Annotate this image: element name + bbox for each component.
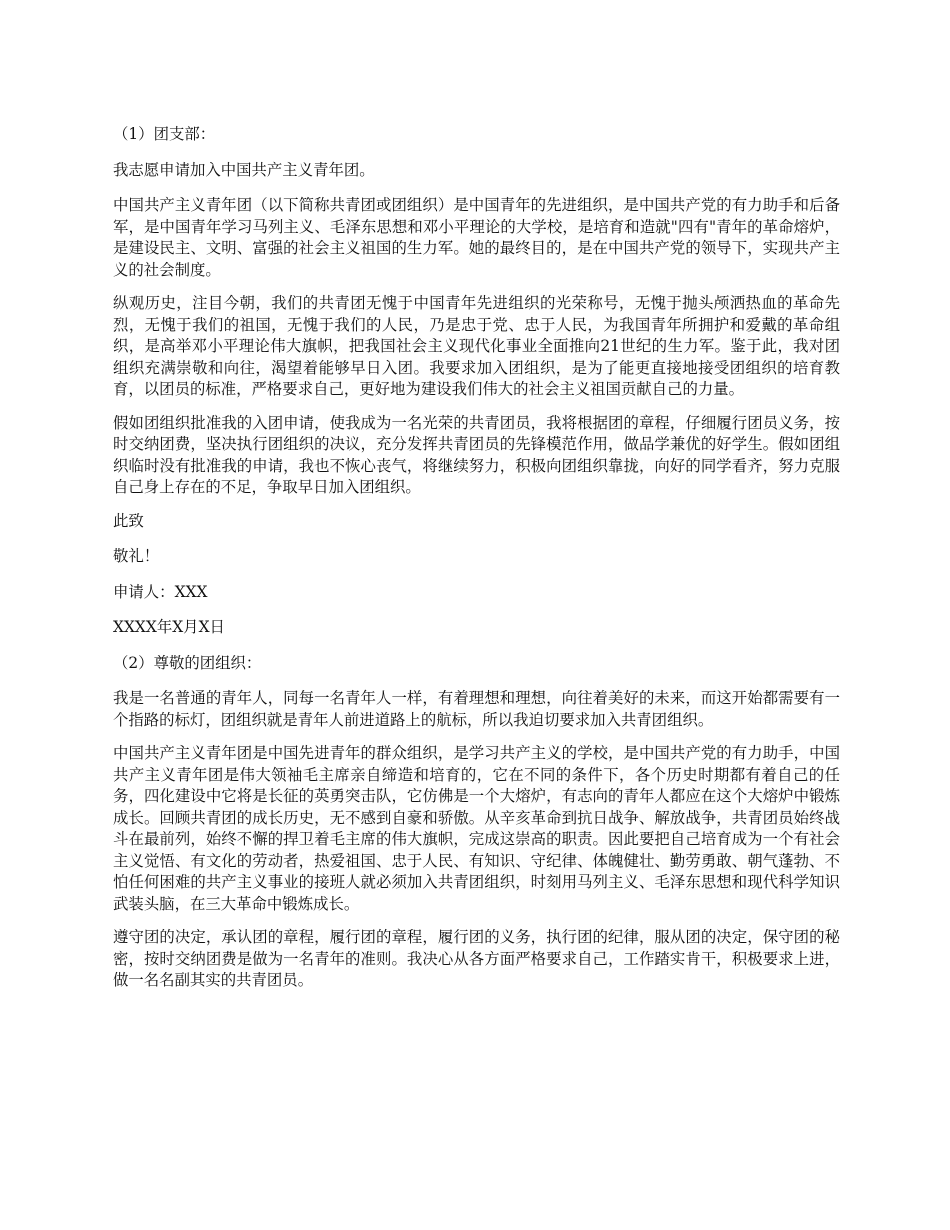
paragraph-league-intro: 中国共产主义青年团（以下简称共青团或团组织）是中国青年的先进组织，是中国共产党的有力助手和后备军，是中国青年学习马列主义、毛泽东思想和邓小平理论的大学校，是培育和造就"四有"青年的革命熔炉，是建设民主、文明、富强的社会主义祖国的生力军。她的最终目的，是在中国共产党的领导下，实现共产主义的社会制度。 [113,196,840,279]
date-line: XXXX年X月X日 [113,618,225,636]
application-statement: 我志愿申请加入中国共产主义青年团。 [113,160,375,179]
paragraph-personal-intro: 我是一名普通的青年人，同每一名青年人一样，有着理想和理想，向往着美好的未来，而这开始都需要有一个指路的标灯，团组织就是青年人前进道路上的航标，所以我迫切要求加入共青团组织。 [113,689,840,729]
document-body [113,124,840,1004]
paragraph-commitment: 假如团组织批准我的入团申请，使我成为一名光荣的共青团员，我将根据团的章程，仔细履行团员义务，按时交纳团费，坚决执行团组织的决议，充分发挥共青团员的先锋模范作用，做品学兼优的好学生。假如团组织临时没有批准我的申请，我也不恢心丧气，将继续努力，积极向团组织靠拢，向好的同学看齐，努力克服自己身上存在的不足，争取早日加入团组织。 [113,413,840,496]
paragraph-history: 纵观历史，注目今朝，我们的共青团无愧于中国青年先进组织的光荣称号，无愧于抛头颅洒热血的革命先烈，无愧于我们的祖国，无愧于我们的人民，乃是忠于党、忠于人民，为我国青年所拥护和爱戴的革命组织，是高举邓小平理论伟大旗帜，把我国社会主义现代化事业全面推向21世纪的生力军。鉴于此，我对团组织充满崇敬和向往，渴望着能够早日入团。我要求加入团组织，是为了能更直接地接受团组织的培育教育，以团员的标准，严格要求自己，更好地为建设我们伟大的社会主义祖国贡献自己的力量。 [113,294,840,398]
closing-cizhi: 此致 [113,511,144,530]
paragraph-league-history: 中国共产主义青年团是中国先进青年的群众组织，是学习共产主义的学校，是中国共产党的有力助手，中国共产主义青年团是伟大领袖毛主席亲自缔造和培育的，它在不同的条件下，各个历史时期都有着自己的任务，四化建设中它将是长征的英勇突击队，它仿佛是一个大熔炉，有志向的青年人都应在这个大熔炉中锻炼成长。回顾共青团的成长历史，无不感到自豪和骄傲。从辛亥革命到抗日战争、解放战争，共青团员始终战斗在最前列，始终不懈的捍卫着毛主席的伟大旗帜，完成这崇高的职责。因此要把自己培育成为一个有社会主义觉悟、有文化的劳动者，热爱祖国、忠于人民、有知识、守纪律、体魄健壮、勤劳勇敢、朝气蓬勃、不怕任何困难的共产主义事业的接班人就必须加入共青团组织，时刻用马列主义、毛泽东思想和现代科学知识武装头脑，在三大革命中锻炼成长。 [113,744,840,913]
section-1-heading: （1）团支部： [113,125,216,143]
applicant-signature: 申请人：XXX [113,582,208,601]
paragraph-pledge: 遵守团的决定，承认团的章程，履行团的章程，履行团的义务，执行团的纪律，服从团的决定，保守团的秘密，按时交纳团费是做为一名青年的准则。我决心从各方面严格要求自己，工作踏实肯干，积极要求上进，做一名名副其实的共青团员。 [113,928,840,989]
section-2-heading: （2）尊敬的团组织： [113,653,262,672]
closing-jingli: 敬礼！ [113,547,160,565]
